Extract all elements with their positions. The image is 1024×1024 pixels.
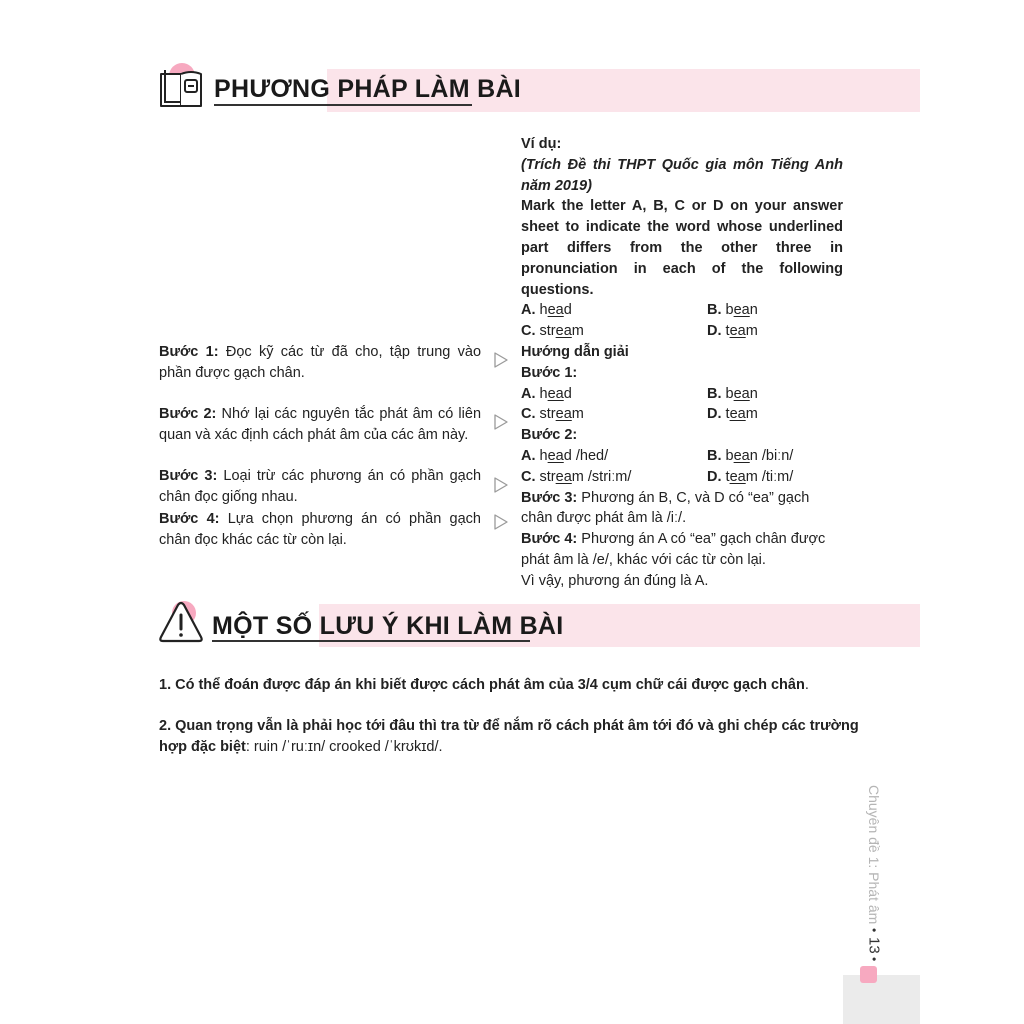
warning-icon <box>156 599 206 647</box>
option-b: B. bean <box>707 302 758 319</box>
guide-step2-row-2: C. stream /striːm/ D. team /tiːm/ <box>521 468 794 485</box>
step-4-text: Lựa chọn phương án có phần gạch chân đọc khác các từ còn lại. <box>159 511 481 548</box>
guide-step4: Bước 4: Phương án A có “ea” gạch chân được phát âm là /e/, khác với các từ còn lại. <box>521 531 826 568</box>
example-instruction: Mark the letter A, B, C or D on your answer sheet to indicate the word whose underlined part differs from the other three in pronunciation in each of the following questions. <box>521 198 843 298</box>
section2-title: MỘT SỐ LƯU Ý KHI LÀM BÀI <box>212 612 564 640</box>
ipa-a: /hed/ <box>575 447 609 464</box>
step-3 <box>159 466 481 508</box>
section1-title: PHƯƠNG PHÁP LÀM BÀI <box>214 75 522 103</box>
guide-step1-row-2: C. stream D. team <box>521 406 758 423</box>
step-1-label: Bước 1: <box>159 344 219 360</box>
section2-title-underline <box>212 640 530 642</box>
option-a: A. head <box>521 302 572 319</box>
step-3-text: Loại trừ các phương án có phần gạch chân đọc giống nhau. <box>159 468 482 505</box>
ipa-d: /tiːm/ <box>761 468 794 485</box>
arrow-right-icon <box>493 351 509 369</box>
section1-title-underline <box>214 104 472 106</box>
page-number: 13 <box>865 936 883 954</box>
ipa-c: /striːm/ <box>587 468 632 485</box>
guide-step1-label: Bước 1: <box>521 364 578 381</box>
guide-heading: Hướng dẫn giải <box>521 343 629 360</box>
separator-dot: • <box>867 928 881 933</box>
note-2: 2. Quan trọng vẫn là phải học tới đâu thì tra từ để nắm rõ cách phát âm tới đó và ghi chép các trường hợp đặc biệt: ruin /ˈruːɪn/ crooked /ˈkrʊkɪd/. <box>159 718 859 755</box>
arrow-right-icon <box>493 413 509 431</box>
guide-step1-row-1: A. head B. bean <box>521 385 758 402</box>
page-tab-marker <box>860 966 877 983</box>
chapter-title: Chuyên đề 1: Phát âm <box>866 785 882 925</box>
options-row-2 <box>521 321 843 342</box>
guide-step2-row-1: A. head /hed/ B. bean /biːn/ <box>521 447 794 464</box>
example-block <box>521 134 843 592</box>
step-1-text: Đọc kỹ các từ đã cho, tập trung vào phần được gạch chân. <box>159 344 482 381</box>
book-icon <box>157 62 207 112</box>
separator-dot: • <box>867 957 881 962</box>
option-c: C. stream <box>521 323 584 340</box>
arrow-right-icon <box>493 513 509 531</box>
chapter-side-label <box>846 785 902 960</box>
arrow-right-icon <box>493 476 509 494</box>
note-1: 1. Có thể đoán được đáp án khi biết được cách phát âm của 3/4 cụm chữ cái được gạch chân. <box>159 677 809 693</box>
step-2 <box>159 404 481 446</box>
step-2-label: Bước 2: <box>159 406 217 422</box>
step-4 <box>159 509 481 551</box>
guide-conclusion: Vì vậy, phương án đúng là A. <box>521 572 709 589</box>
example-heading: Ví dụ: <box>521 136 562 152</box>
options-row-1 <box>521 300 843 321</box>
option-d: D. team <box>707 323 758 340</box>
ipa-b: /biːn/ <box>761 447 794 464</box>
step-2-text: Nhớ lại các nguyên tắc phát âm có liên quan và xác định cách phát âm của các âm này. <box>159 406 482 443</box>
guide-step2-label: Bước 2: <box>521 427 578 444</box>
example-source: (Trích Đề thi THPT Quốc gia môn Tiếng Anh năm 2019) <box>521 156 843 194</box>
step-4-label: Bước 4: <box>159 511 220 527</box>
step-1 <box>159 342 481 384</box>
step-3-label: Bước 3: <box>159 468 218 484</box>
guide-step3: Bước 3: Phương án B, C, và D có “ea” gạch chân được phát âm là /iː/. <box>521 489 810 527</box>
page-tab <box>843 975 920 1024</box>
